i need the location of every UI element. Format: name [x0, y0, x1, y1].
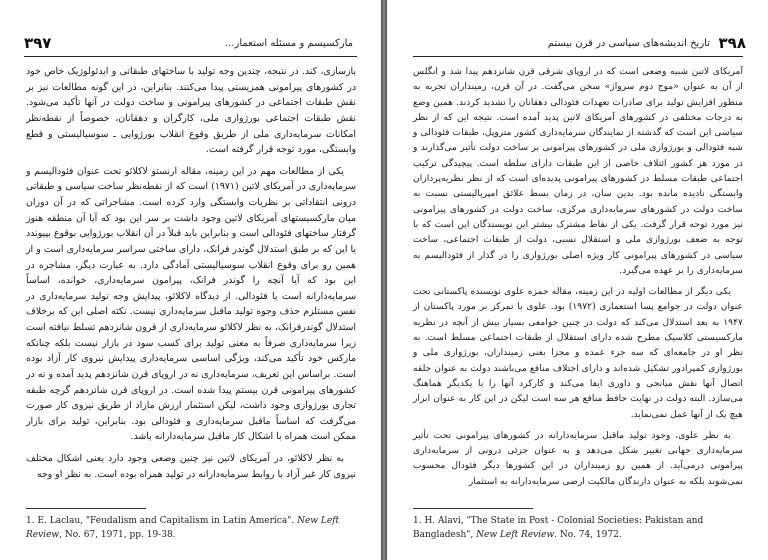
- paragraph: به نظر علوی، وجود تولید ماقبل سرمایه‌دارانه در کشورهای پیرامونی تحت تأثیر سرمایه‌داری جهانی تغییر شکل می‌دهد و به عنوان جزئی درونی از سرمایه‌داری پیرامونی درمی‌آید. از همین رو زمینداران در این کشورها دیگر فئودال محسوب نمی‌شوند بلکه به عنوان دارندگان مالکیت ارضی سرمایه‌دارانه به استثمار: [413, 429, 743, 487]
- left-page: [0, 0, 381, 560]
- page-number: ۳۹۷: [24, 34, 52, 52]
- footnote-rule: [26, 508, 146, 509]
- footnote-journal: New Left Review: [26, 516, 340, 540]
- footnote-detail: . No. 74, 1972.: [554, 530, 622, 540]
- footnote-journal: New Left Review: [476, 530, 555, 540]
- body-text: [26, 64, 356, 488]
- body-text: [413, 64, 743, 495]
- footnote-detail: , No. 67, 1971, pp. 19-38.: [59, 530, 176, 540]
- right-page: [387, 0, 768, 560]
- running-head-title: مارکسیسم و مسئله استعمار...: [224, 38, 353, 49]
- footnote-author: 1. H. Alavi, "The State in Post - Colonial Societies: Pakistan and Bangladesh",: [413, 516, 704, 540]
- footnote-rule: [413, 508, 533, 509]
- running-head: [225, 38, 353, 54]
- footnote-author: 1. E. Laclau, "Feudalism and Capitalism in Latin America".: [26, 516, 295, 526]
- paragraph: یکی از مطالعات مهم در این زمینه، مقاله ارنستو لاکلائو تحت عنوان فئودالیسم و سرمایه‌داری در آمریکای لاتین (۱۹۷۱) است که از نقطه‌نظر ساخت سیاسی و طبقاتی درونی انتقاداتی بر نظریات وابستگی وارد کرده است. مشاجراتی که در آن دوران میان مارکسیستهای آمریکای لاتین وجود داشت بر سر این بود که آیا آن منطقه هنوز گرفتار ساختهای فئودالی است و بنابراین باید قبلاً در آن انقلاب بورژوایی بوقوع بپیوندد یا این که بر طبق استدلال گوندر فرانک، دارای ساختی سراسر سرمایه‌داری است و از همین رو برای وقوع انقلاب سوسیالیستی آمادگی دارد. به عبارت دیگر، مشاجره در این بود که آیا آنچه را گوندر فرانک، پیرامون سرمایه‌داری، خوانده، اساساً سرمایه‌دارانه است یا فئودالی. از دیدگاه لاکلائو، پیدایش وجه تولید سرمایه‌داری در نفس مستلزم حذف وجوه تولید ماقبل سرمایه‌داری نیست. نکته اصلی این که برخلاف استدلال گوندرفرانک، به نظر لاکلائو سرمایه‌داری از قرون شانزدهم تسلط نیافته است زیرا سرمایه‌داری صرفاً به معنی تولید برای کسب سود در بازار نیست بلکه چنانکه مارکس خود تأکید می‌کند، ویژگی اساسی سرمایه‌داری پیدایش نیروی کار آزاد بوده است. براساس این تعریف، سرمایه‌داری نه در اروپای قرن شانزدهم پدید آمده و نه در کشورهای پیرامونی قرن بیستم پیدا شده است. در اروپای قرن شانزدهم گرچه طبقه تجاری بورژوازی وجود داشت، لیکن استثمار ارزش مازاد از طریق نیروی کار صورت می‌گرفت که اساساً ماقبل سرمایه‌داری و فئودالی بود. بنابراین، تولید برای بازار ممکن است همراه با اشکال کار ماقبل سرمایه‌دارانه باشد.: [26, 165, 356, 443]
- running-head-title: تاریخ اندیشه‌های سیاسی در قرن بیستم: [547, 38, 710, 49]
- footnote: [413, 514, 743, 542]
- footnote: [26, 514, 356, 542]
- paragraph: آمریکای لاتین شبیه وضعی است که در اروپای شرقی قرن شانزدهم پیدا شد و انگلس از آن به عنوان «موج دوم سرواژ» سخن می‌گفت. در آن قرن، زمینداران تجربه به منظور افزایش تولید برای صادرات تعهدات فئودالی دهقانان را تشدید کردند. همین وضع به درجات مختلفی در کشورهای آمریکای لاتین پدید آمده است. نتیجه این که از نظر سیاسی این است که گذشته از نمایندگان سرمایه‌داری کشور متروپل، طبقات فئودالی و شبه فئودالی و بورژوازی ملی در کشورهای پیرامونی بر ساخت دولت تأثیر می‌گذارند و در مورد هر کشور ائتلاف خاصی از این طبقات دارای سلطه است. پیچیدگی ترکیب اجتماعی طبقات مسلط در کشورهای پیرامونی پدیده‌ای است که از نظر نظریه‌پردازان وابستگی نادیده مانده بود. بدین سان، در زمان بسط علائق امپریالیستی نسبت به ساخت دولت در کشورهای سرمایه‌داری مرکزی، ساخت دولت در کشورهای پیرامونی نیز مورد توجه قرار گرفت. یکی از نقاط مشترک بیشتر این نویسندگان این است که با توجه به ضعف بورژوازی ملی و استقلال نسبی، دولت از طبقات اجتماعی، ساخت سیاسی در کشورهای پیرامونی کار ویژه اصلی بورژوازی را در گذار از فئودالیسم به سرمایه‌داری را بر عهده می‌گیرد.: [413, 66, 743, 276]
- header-rule: [24, 56, 357, 57]
- paragraph: بازسازی، کند. در نتیجه، چندین وجه تولید با ساختهای طبقاتی و ایدئولوژیک خاص خود در کشورهای پیرامونی همزیستی پیدا می‌کنند. بنابراین، در این گونه مطالعات نیز بر نقش طبقات اجتماعی در کشورهای پیرامونی و ساخت دولت در آنها تأکید می‌شود. نقش طبقات اجتماعی بورژوازی ملی، کارگران و دهقانان، خصوصاً از نقطه‌نظر امکانات سرمایه‌داری ملی از طریق وقوع انقلاب بورژوایی ـ سوسیالیستی و قطع وابستگی، مورد توجه قرار گرفته است.: [26, 66, 356, 156]
- header-rule: [413, 56, 743, 57]
- paragraph: یکی دیگر از مطالعات اولیه در این زمینه، مقاله حمزه علوی نویسنده پاکستانی تحت عنوان دولت در جوامع پسا استعماری (۱۹۷۲) بود. علوی با تمرکز بر مورد پاکستان از ۱۹۴۷ به بعد استدلال می‌کند که دولت در چنین جوامعی بسیار بیش از آنچه در نظریه مارکسیستی کلاسیک مطرح شده دارای استقلال از طبقات اجتماعی مسلط است. به نظر او در جامعه‌ای که سه جزء عمده و مجزا یعنی زمینداران، بورژوازی ملی و بورژوازی کمپرادور تشکیل شده‌اند و دارای اختلاف منافع می‌باشند دولت به عنوان حلقه اتصال آنها نقش میانجی و داوری ایفا می‌کند و کارکرد آنها را با یکدیگر هماهنگ می‌سازد. البته دولت در نهایت حافظ منافع هر سه است لیکن در این کار به عنوان ابزار هیچ یک از آنها عمل نمی‌نماید.: [413, 286, 743, 420]
- paragraph: به نظر لاکلائو، در آمریکای لاتین نیز چنین وضعی وجود دارد یعنی اشکال مختلف نیروی کار غیر آزاد با روابط سرمایه‌دارانه در تولید همراه بوده است. به نظر او وجه: [26, 453, 356, 480]
- page-number: ۳۹۸: [718, 34, 746, 52]
- running-head: [548, 38, 710, 54]
